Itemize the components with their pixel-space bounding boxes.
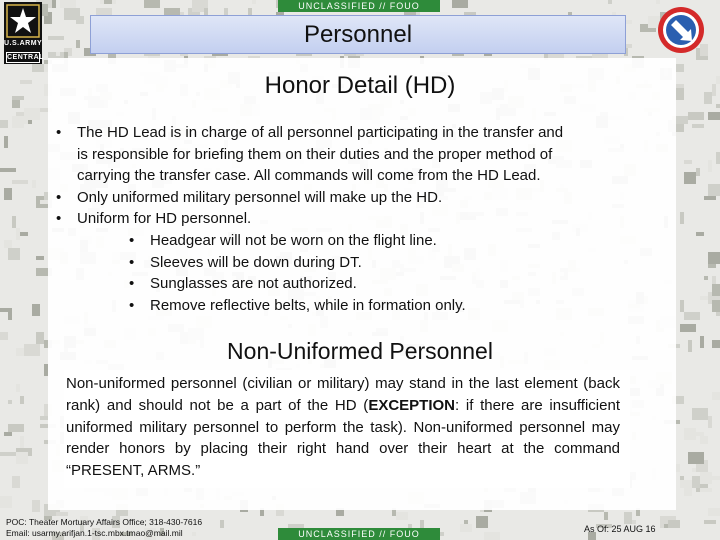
camo-pixel — [40, 200, 48, 204]
list-item-text: Only uniformed military personnel will make up the HD. — [77, 188, 443, 206]
bullet-icon: • — [129, 253, 135, 271]
poc-contact — [6, 517, 202, 539]
section-heading-honor-detail: Honor Detail (HD) — [264, 72, 456, 99]
as-of-date: As Of: 25 AUG 16 — [584, 524, 656, 534]
camo-pixel — [604, 512, 608, 520]
poc-email: Email: usarmy.arifjan.1-tsc.mbx.tmao@mail.mil — [6, 528, 183, 538]
camo-pixel — [16, 452, 28, 464]
list-item — [56, 187, 626, 209]
camo-pixel — [684, 312, 700, 320]
camo-pixel — [704, 196, 716, 200]
page-title: Personnel — [90, 15, 626, 54]
camo-pixel — [700, 488, 712, 492]
camo-pixel — [708, 476, 720, 480]
camo-pixel — [8, 424, 24, 432]
list-item-text: Headgear will not be worn on the flight line. — [150, 231, 437, 249]
section-heading-non-uniformed: Non-Uniformed Personnel — [227, 338, 493, 364]
logo-text-central: CENTRAL — [7, 54, 44, 61]
list-item-text: Sleeves will be down during DT. — [150, 253, 362, 271]
camo-pixel — [708, 416, 712, 428]
camo-pixel — [692, 124, 704, 128]
camo-pixel — [708, 184, 720, 196]
camo-pixel — [48, 36, 64, 40]
camo-pixel — [700, 296, 708, 300]
bullet-icon: • — [129, 231, 135, 249]
camo-pixel — [60, 0, 76, 8]
camo-pixel — [708, 160, 712, 172]
camo-pixel — [716, 312, 720, 316]
camo-pixel — [0, 168, 16, 172]
poc-phone: POC: Theater Mortuary Affairs Office; 318-430-7616 — [6, 517, 203, 527]
camo-pixel — [0, 120, 8, 128]
honor-detail-list — [56, 122, 626, 316]
camo-pixel — [4, 136, 8, 148]
camo-pixel — [0, 452, 16, 456]
camo-pixel — [32, 180, 36, 188]
camo-pixel — [24, 108, 40, 120]
camo-pixel — [692, 408, 708, 420]
camo-pixel — [56, 52, 60, 56]
camo-pixel — [484, 532, 500, 540]
camo-pixel — [20, 436, 24, 448]
camo-pixel — [680, 300, 684, 312]
camo-pixel — [712, 300, 720, 312]
camo-pixel — [656, 0, 660, 4]
non-uniformed-paragraph — [66, 373, 620, 482]
camo-pixel — [144, 0, 160, 8]
list-item-text: Remove reflective belts, while in formation only. — [150, 296, 466, 314]
sub-list-item — [129, 252, 626, 274]
camo-pixel — [708, 508, 720, 516]
camo-pixel — [8, 248, 20, 260]
camo-pixel — [680, 324, 696, 332]
camo-pixel — [12, 180, 28, 184]
camo-pixel — [688, 112, 704, 120]
camo-pixel — [4, 188, 12, 200]
camo-pixel — [696, 168, 700, 176]
camo-pixel — [56, 512, 68, 516]
camo-pixel — [684, 428, 696, 440]
camo-pixel — [684, 484, 692, 496]
bullet-icon: • — [56, 188, 62, 206]
camo-pixel — [712, 392, 720, 400]
camo-pixel — [52, 0, 56, 8]
camo-pixel — [680, 476, 684, 480]
camo-pixel — [396, 512, 408, 520]
camo-pixel — [16, 228, 20, 240]
camo-pixel — [4, 432, 12, 436]
camo-pixel — [716, 104, 720, 108]
camo-pixel — [460, 524, 472, 532]
camo-pixel — [452, 0, 468, 8]
camo-pixel — [708, 112, 720, 120]
camo-pixel — [76, 40, 80, 48]
bullet-icon: • — [129, 275, 135, 293]
camo-pixel — [8, 312, 12, 320]
camo-pixel — [12, 476, 20, 488]
bullet-icon: • — [56, 210, 62, 228]
list-item-text: is responsible for briefing them on their duties and the proper method of — [77, 145, 553, 163]
camo-pixel — [20, 396, 24, 404]
camo-pixel — [40, 416, 48, 420]
camo-pixel — [0, 496, 12, 508]
list-item-text: Sunglasses are not authorized. — [150, 275, 357, 293]
camo-pixel — [700, 436, 708, 444]
list-item — [56, 122, 626, 187]
camo-pixel — [676, 64, 684, 72]
camo-pixel — [704, 520, 716, 524]
bullet-icon: • — [129, 296, 135, 314]
camo-pixel — [12, 116, 24, 128]
camo-pixel — [716, 152, 720, 164]
list-item — [56, 208, 626, 230]
camo-pixel — [104, 0, 112, 4]
sub-list-item — [129, 230, 626, 252]
sub-list-item — [129, 295, 626, 317]
camo-pixel — [624, 512, 632, 524]
camo-pixel — [680, 212, 684, 224]
camo-pixel — [684, 160, 692, 164]
bullet-icon: • — [56, 124, 62, 141]
camo-pixel — [696, 232, 704, 236]
camo-pixel — [20, 232, 28, 236]
camo-pixel — [712, 284, 720, 296]
camo-pixel — [16, 384, 20, 392]
camo-pixel — [676, 464, 680, 472]
camo-pixel — [8, 400, 12, 404]
list-item-text: carrying the transfer case. All commands will come from the HD Lead. — [77, 167, 541, 185]
exception-label: EXCEPTION — [368, 396, 455, 414]
paragraph-text: : if there are insufficient uniformed military personnel to perform the task). Non-uniformed personnel may render honors by placing their right hand over their heart at the command “PRESENT, ARMS.” — [66, 396, 620, 480]
sub-list-item — [129, 273, 626, 295]
classification-banner-top: UNCLASSIFIED // FOUO — [278, 0, 440, 12]
camo-pixel — [608, 0, 612, 4]
camo-pixel — [32, 64, 44, 72]
camo-pixel — [688, 452, 704, 464]
camo-pixel — [668, 520, 680, 528]
camo-pixel — [12, 216, 16, 228]
camo-pixel — [252, 0, 256, 4]
classification-banner-bottom: UNCLASSIFIED // FOUO — [278, 528, 440, 540]
us-army-central-logo — [4, 2, 42, 64]
camo-pixel — [76, 16, 84, 24]
camo-pixel — [32, 500, 40, 512]
camo-pixel — [220, 520, 224, 528]
camo-pixel — [32, 304, 40, 316]
camo-pixel — [704, 276, 708, 280]
camo-pixel — [708, 264, 716, 268]
logo-text-army: U.S.ARMY — [4, 40, 43, 47]
list-item-text: Uniform for HD personnel. — [77, 210, 252, 228]
camo-pixel — [4, 240, 12, 248]
camo-pixel — [36, 256, 44, 260]
camo-pixel — [684, 172, 696, 184]
camo-pixel — [476, 516, 488, 528]
camo-pixel — [692, 476, 700, 488]
camo-pixel — [708, 252, 720, 264]
army-star-icon — [6, 4, 40, 38]
paragraph-text: Non-uniformed personnel (civilian or military) may stand in the last element (back rank) and should not be a part of the HD ( — [66, 375, 620, 414]
list-item-text: The HD Lead is in charge of all personnel participating in the transfer and — [77, 124, 564, 141]
camo-pixel — [12, 100, 20, 108]
unit-patch-icon — [656, 5, 706, 55]
